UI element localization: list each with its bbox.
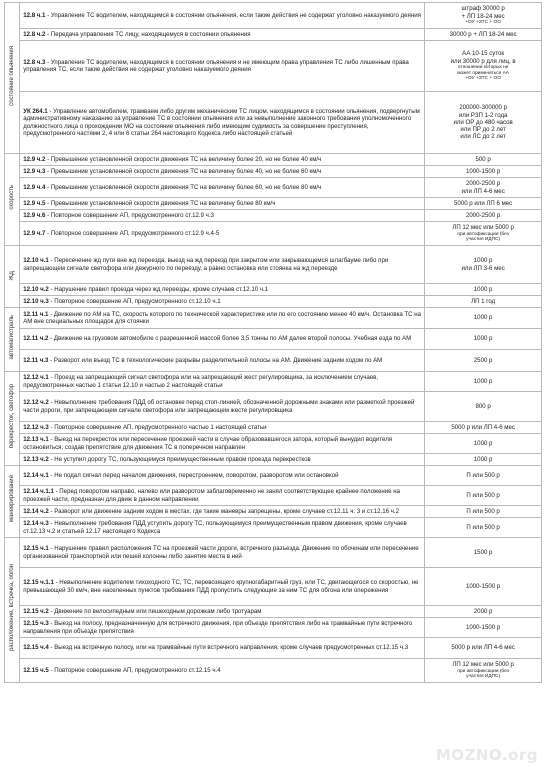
category-cell: [5, 246, 20, 308]
penalty-line: 5000 р или ЛП 4-6 мес: [427, 644, 539, 651]
fine-row: [5, 92, 542, 154]
penalty-line: 800 р: [427, 403, 539, 410]
penalty-line: П или 500 р: [427, 524, 539, 531]
violation-text: - Повторное совершение АП, предусмотренного ст.12.15 ч.4: [50, 667, 220, 674]
violation-text: - Проезд на запрещающий сигнал светофора или на запрещающий жест регулировщика, за исключением случаев, предусмотренных частью 1 статьи 12.10 и частью 2 настоящей статьи: [23, 374, 378, 389]
penalty-line: или РЗП 1-2 года: [427, 112, 539, 119]
violation-description: [20, 222, 425, 246]
article-number: 12.15 ч.4: [23, 644, 49, 651]
penalty-line: +ОУ +ЗТС + ОО: [427, 20, 539, 26]
penalty-line: 1000 р: [427, 314, 539, 321]
violation-description: [20, 518, 425, 538]
penalty-line: или 30000 р для лиц, в: [427, 58, 539, 65]
violation-description: [20, 296, 425, 308]
penalty-cell: [425, 41, 542, 92]
penalty-cell: [425, 392, 542, 422]
violation-text: - Разворот или въезд ТС в технологические разрывы разделительной полосы на АМ. Движение задним ходом по АМ: [50, 357, 382, 364]
penalty-cell: [425, 454, 542, 466]
violation-text: - Движение по АМ на ТС, скорость которого по технической характеристике или по его состоянию менее 40 км/ч. Остановка ТС на АМ вне специальных площадок для стоянки: [23, 311, 421, 326]
violation-text: - Невыполнение водителем тихоходного ТС, ТС, перевозящего крупногабаритный груз, или ТС, двигающегося со скоростью, не превышающей 30 км/ч, вне населенных пунктов требования ПДД пропустить следующие за ним ТС для обгона или опережения: [23, 579, 418, 594]
category-label: скорость: [9, 185, 15, 210]
fine-row: [5, 222, 542, 246]
watermark-logo: MOZNO.org: [436, 746, 538, 764]
penalty-line: 2000-2500 р: [427, 180, 539, 187]
penalty-line: 5000 р или ЛП 4-6 мес: [427, 424, 539, 431]
fine-row: [5, 246, 542, 284]
violation-text: - Пересечение жд пути вне жд переезда, выезд на жд переезд при закрытом или закрывающемся шлагбауме либо при запрещающем сигнале светофора или дежурного по переезду, а равно остановка или стоянка на жд переезде: [23, 257, 388, 272]
fine-row: [5, 372, 542, 392]
penalty-cell: [425, 166, 542, 178]
violation-description: [20, 3, 425, 29]
fine-row: [5, 618, 542, 638]
penalty-line: 30000 р + ЛП 18-24 мес: [427, 31, 539, 38]
category-label: расположение, встречка, обгон: [9, 564, 15, 651]
penalty-cell: [425, 618, 542, 638]
penalty-cell: [425, 422, 542, 434]
penalty-line: или ЛП 3-6 мес: [427, 265, 539, 272]
violation-text: - Выезд на перекресток или пересечение проезжей части в случае образовавшегося затора, который вынудил водителя остановиться, создав препятствие для движения ТС в поперечном направлен: [23, 436, 392, 451]
article-number: 12.11 ч.3: [23, 357, 48, 364]
fine-row: [5, 350, 542, 372]
article-number: 12.9 ч.3: [23, 168, 45, 175]
violation-text: - Не уступил дорогу ТС, пользующемуся преимущественным правом проезда перекрестков: [50, 456, 310, 463]
penalty-line: 2000 р: [427, 608, 539, 615]
penalty-cell: [425, 154, 542, 166]
penalty-line: ЛП 12 мес или 5000 р: [427, 224, 539, 231]
penalty-line: ЛП 12 мес или 5000 р: [427, 661, 539, 668]
violation-description: [20, 434, 425, 454]
penalty-line: П или 500 р: [427, 492, 539, 499]
violation-description: [20, 178, 425, 198]
penalty-cell: [425, 538, 542, 568]
violation-description: [20, 486, 425, 506]
violation-text: - Выезд на встречную полосу, или на трамвайные пути встречного направления, кроме случаев предусмотренных ст.12.15 ч.3: [50, 644, 408, 651]
category-cell: [5, 538, 20, 683]
fine-row: [5, 568, 542, 606]
penalty-cell: [425, 246, 542, 284]
penalty-cell: [425, 434, 542, 454]
penalty-cell: [425, 350, 542, 372]
article-number: 12.8 ч.3: [23, 59, 45, 66]
penalty-line: или ЛП 4-6 мес: [427, 188, 539, 195]
article-number: 12.10 ч.3: [23, 298, 49, 305]
article-number: 12.8 ч.1: [23, 12, 45, 19]
violation-description: [20, 198, 425, 210]
violation-description: [20, 422, 425, 434]
violation-description: [20, 166, 425, 178]
penalty-line: 1500 р: [427, 549, 539, 556]
violation-text: - Управление автомобилем, трамваем либо другим механическим ТС лицом, находящимся в состоянии опьянения, подвергнутым административному наказанию за управление ТС в состоянии опьянения или за невыполнение законного требования уполномоченного должностного лица о прохождении МО на состояние опьянения либо имеющим судимость за совершение преступления, предусмотренного частями 2, 4 или 6 статьи 264 настоящего Кодекса либо настоящей статьей: [23, 108, 420, 138]
violation-text: - Не подал сигнал перед началом движения, перестроением, поворотом, разворотом или остановкой: [50, 472, 338, 479]
article-number: 12.15 ч.5: [23, 667, 49, 674]
fine-row: [5, 198, 542, 210]
penalty-cell: [425, 308, 542, 329]
violation-text: - Повторное совершение АП, предусмотренного ст.12.9 ч.4-5: [47, 230, 219, 237]
violation-description: [20, 154, 425, 166]
category-label: маневрирование: [9, 475, 15, 522]
fine-row: [5, 506, 542, 518]
fine-row: [5, 284, 542, 296]
penalty-cell: [425, 568, 542, 606]
penalty-cell: [425, 486, 542, 506]
penalty-line: АА 10-15 суток: [427, 50, 539, 57]
violation-description: [20, 506, 425, 518]
penalty-cell: [425, 518, 542, 538]
article-number: 12.15 ч.1: [23, 545, 49, 552]
violation-description: [20, 29, 425, 41]
penalty-line: 5000 р или ЛП 6 мес: [427, 200, 539, 207]
penalty-line: 1000-1500 р: [427, 583, 539, 590]
fine-row: [5, 606, 542, 618]
fine-row: [5, 178, 542, 198]
penalty-line: 1000 р: [427, 335, 539, 342]
article-number: 12.14 ч.1: [23, 472, 49, 479]
violation-text: - Разворот или движение задним ходом в местах, где такие маневры запрещены, кроме случаев ст.12.11 ч. 3 и ст.12.16 ч.2: [50, 508, 399, 515]
penalty-line: 2500 р: [427, 357, 539, 364]
penalty-cell: [425, 606, 542, 618]
fine-row: [5, 486, 542, 506]
violation-text: - Повторное совершение АП, предусмотренного ст.12.10 ч.1: [50, 298, 220, 305]
penalty-line: или ОР до 480 часов: [427, 119, 539, 126]
article-number: 12.10 ч.2: [23, 286, 49, 293]
violation-description: [20, 538, 425, 568]
penalty-cell: [425, 284, 542, 296]
penalty-cell: [425, 29, 542, 41]
penalty-cell: [425, 210, 542, 222]
penalty-line: 1000 р: [427, 257, 539, 264]
violation-text: - Превышение установленной скорости движения ТС на величину более 20, но не более 40 км/ч: [47, 156, 321, 163]
fine-row: [5, 308, 542, 329]
penalty-cell: [425, 659, 542, 683]
fines-table: [4, 2, 542, 683]
penalty-cell: [425, 638, 542, 659]
violation-text: - Движение по велосипедным или пешеходным дорожкам либо тротуарам: [50, 608, 261, 615]
penalty-line: 2000-2500 р: [427, 212, 539, 219]
penalty-cell: [425, 222, 542, 246]
violation-text: - Превышение установленной скорости движения ТС на величину более 80 км/ч: [47, 200, 275, 207]
penalty-line: 1000 р: [427, 378, 539, 385]
article-number: 12.10 ч.1: [23, 257, 49, 264]
fine-row: [5, 3, 542, 29]
category-cell: [5, 154, 20, 246]
penalty-line: 1000 р: [427, 440, 539, 447]
article-number: 12.14 ч.2: [23, 508, 49, 515]
penalty-line: может применяться АА: [427, 71, 539, 77]
fine-row: [5, 41, 542, 92]
penalty-line: участия ИДПС): [427, 237, 539, 243]
penalty-line: 200000-300000 р: [427, 104, 539, 111]
violation-description: [20, 210, 425, 222]
violation-description: [20, 618, 425, 638]
fine-row: [5, 659, 542, 683]
penalty-line: +ОУ +ЗТС + ОО: [427, 76, 539, 82]
article-number: 12.15 ч.1.1: [23, 579, 54, 586]
fine-row: [5, 29, 542, 41]
category-cell: [5, 3, 20, 154]
penalty-cell: [425, 178, 542, 198]
article-number: 12.15 ч.2: [23, 608, 49, 615]
violation-text: - Движение на грузовом автомобиле с разрешенной массой более 3,5 тонны по АМ далее второй полосы. Учебная езда по АМ: [50, 335, 411, 342]
penalty-line: 1000-1500 р: [427, 168, 539, 175]
fine-row: [5, 392, 542, 422]
violation-description: [20, 92, 425, 154]
article-number: 12.14 ч.3: [23, 520, 49, 527]
violation-text: - Управление ТС водителем, находящимся в состоянии опьянения и не имеющим права управления ТС либо лишенным права управления ТС, если такие действия не содержат уголовно наказуемого деяния: [23, 59, 409, 74]
violation-text: - Нарушение правил расположения ТС на проезжей части дороги, встречного разъезда. Движение по обочинам или пересечение организованной транспортной или пешей колонны либо занятие места в ней: [23, 545, 418, 560]
category-cell: [5, 372, 20, 466]
article-number: 12.12 ч.3: [23, 424, 49, 431]
article-number: 12.9 ч.2: [23, 156, 45, 163]
fine-row: [5, 422, 542, 434]
fine-row: [5, 154, 542, 166]
violation-text: - Управление ТС водителем, находящимся в состоянии опьянения, если такие действия не содержат уголовно наказуемого деяния: [47, 12, 421, 19]
category-label: автомагистраль: [9, 315, 15, 359]
violation-description: [20, 372, 425, 392]
violation-description: [20, 466, 425, 486]
article-number: УК 264.1: [23, 108, 47, 115]
fine-row: [5, 454, 542, 466]
violation-description: [20, 392, 425, 422]
penalty-line: П или 500 р: [427, 508, 539, 515]
violation-description: [20, 454, 425, 466]
article-number: 12.13 ч.1: [23, 436, 49, 443]
category-label: перекрёсток, светофор: [9, 384, 15, 448]
penalty-line: или ЛС до 2 лет: [427, 133, 539, 140]
violation-description: [20, 638, 425, 659]
penalty-cell: [425, 296, 542, 308]
violation-description: [20, 308, 425, 329]
violation-description: [20, 246, 425, 284]
violation-description: [20, 41, 425, 92]
penalty-line: отношении которых не: [427, 65, 539, 71]
penalty-line: штраф 30000 р: [427, 5, 539, 12]
article-number: 12.9 ч.5: [23, 200, 45, 207]
violation-text: - Нарушение правил проезда через жд переезды, кроме случаев ст.12.10 ч.1: [50, 286, 268, 293]
penalty-cell: [425, 372, 542, 392]
article-number: 12.12 ч.2: [23, 399, 49, 406]
penalty-line: + ЛП 18-24 мес: [427, 13, 539, 20]
fine-row: [5, 329, 542, 350]
article-number: 12.13 ч.2: [23, 456, 49, 463]
violation-description: [20, 284, 425, 296]
article-number: 12.12 ч.1: [23, 374, 49, 381]
fine-row: [5, 518, 542, 538]
penalty-line: участия ИДПС): [427, 674, 539, 680]
penalty-line: П или 500 р: [427, 472, 539, 479]
penalty-line: 1000 р: [427, 456, 539, 463]
category-cell: [5, 308, 20, 372]
violation-text: - Выезд на полосу, предназначенную для встречного движения, при объезде препятствия либо на трамвайные пути встречного направления при объезде препятствия: [23, 620, 412, 635]
penalty-line: при автофиксации (без: [427, 669, 539, 675]
penalty-cell: [425, 198, 542, 210]
article-number: 12.9 ч.4: [23, 184, 45, 191]
fine-row: [5, 210, 542, 222]
article-number: 12.11 ч.2: [23, 335, 48, 342]
violation-text: - Повторное совершение АП, предусмотренного частью 1 настоящей статьи: [50, 424, 266, 431]
violation-text: - Передача управления ТС лицу, находящемуся в состоянии опьянения: [47, 31, 250, 38]
fine-row: [5, 538, 542, 568]
violation-text: - Невыполнение требования ПДД об остановке перед стоп-линией, обозначенной дорожными знаками или разметкой проезжей части дороги, при запрещающем сигнале светофора или запрещающем жесте регулировщика: [23, 399, 414, 414]
article-number: 12.8 ч.2: [23, 31, 45, 38]
fine-row: [5, 296, 542, 308]
penalty-line: 1000 р: [427, 286, 539, 293]
violation-description: [20, 659, 425, 683]
violation-text: - Повторное совершение АП, предусмотренного ст.12.9 ч.3: [47, 212, 214, 219]
penalty-cell: [425, 92, 542, 154]
penalty-line: при автофиксации (без: [427, 232, 539, 238]
article-number: 12.9 ч.6: [23, 212, 45, 219]
fine-row: [5, 638, 542, 659]
violation-description: [20, 350, 425, 372]
article-number: 12.11 ч.1: [23, 311, 48, 318]
penalty-cell: [425, 506, 542, 518]
penalty-line: 1000-1500 р: [427, 624, 539, 631]
penalty-cell: [425, 329, 542, 350]
violation-description: [20, 568, 425, 606]
article-number: 12.15 ч.3: [23, 620, 49, 627]
fine-row: [5, 434, 542, 454]
fine-row: [5, 166, 542, 178]
penalty-cell: [425, 3, 542, 29]
violation-text: - Превышение установленной скорости движения ТС на величину более 60, но не более 80 км/ч: [47, 184, 321, 191]
penalty-line: 500 р: [427, 156, 539, 163]
violation-description: [20, 606, 425, 618]
category-label: состояние опьянения: [9, 46, 15, 106]
violation-text: - Перед поворотом направо, налево или разворотом заблаговременно не занял соответствующее крайнее положение на проезжей части, предназнач для движ в данном направлении: [23, 488, 400, 503]
violation-text: - Превышение установленной скорости движения ТС на величину более 40, но не более 60 км/ч: [47, 168, 321, 175]
article-number: 12.14 ч.1.1: [23, 488, 54, 495]
violation-text: - Невыполнение требования ПДД уступить дорогу ТС, пользующемуся преимущественным правом движения, кроме случаев ст.12.13 ч.2 и статьей 12.17 настоящего Кодекса: [23, 520, 407, 535]
fine-row: [5, 466, 542, 486]
penalty-cell: [425, 466, 542, 486]
penalty-line: или ПР до 2 лет: [427, 126, 539, 133]
category-cell: [5, 466, 20, 538]
article-number: 12.9 ч.7: [23, 230, 45, 237]
penalty-line: ЛП 1 год: [427, 298, 539, 305]
category-label: ЖД: [9, 271, 15, 281]
violation-description: [20, 329, 425, 350]
